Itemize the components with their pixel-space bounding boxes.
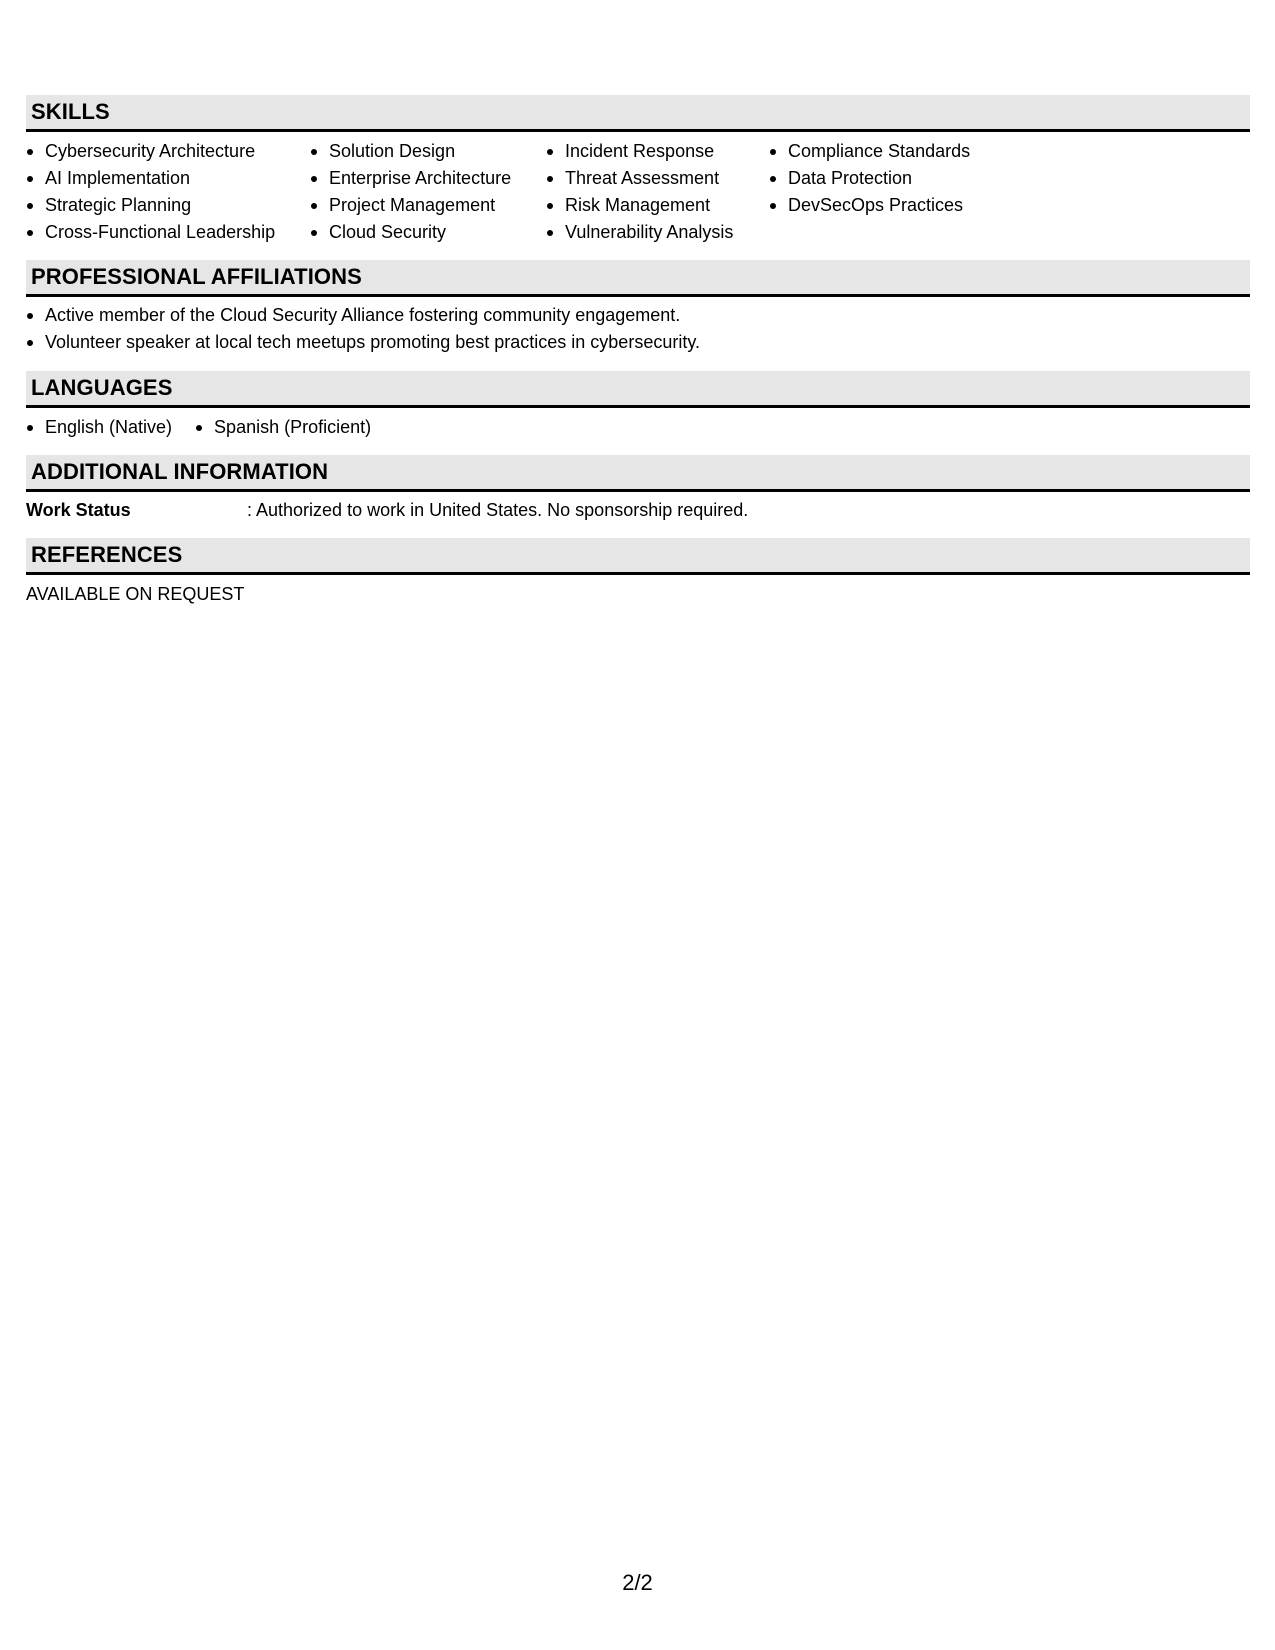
additional-info-section: [26, 455, 1250, 538]
work-status-value: : Authorized to work in United States. No sponsorship required.: [247, 500, 749, 520]
skills-list: [26, 132, 1250, 260]
page-number: 2/2: [622, 1570, 653, 1595]
skills-column-4: [769, 138, 1069, 246]
skill-item: Enterprise Architecture: [310, 165, 546, 192]
skill-item: Data Protection: [769, 165, 1069, 192]
skill-item: DevSecOps Practices: [769, 192, 1069, 219]
skill-item: Cybersecurity Architecture: [26, 138, 310, 165]
skill-item: Solution Design: [310, 138, 546, 165]
skill-item: Cross-Functional Leadership: [26, 219, 310, 246]
affiliations-title: PROFESSIONAL AFFILIATIONS: [31, 264, 362, 289]
references-section: [26, 538, 1250, 608]
skills-column-3: [546, 138, 769, 246]
language-item: Spanish (Proficient): [195, 414, 371, 441]
references-text: AVAILABLE ON REQUEST: [26, 584, 245, 604]
skill-item: Strategic Planning: [26, 192, 310, 219]
affiliations-section: [26, 260, 1250, 371]
references-title: REFERENCES: [31, 542, 183, 567]
additional-info-header: [26, 455, 1250, 492]
languages-title: LANGUAGES: [31, 375, 173, 400]
languages-header: [26, 371, 1250, 408]
languages-section: [26, 371, 1250, 455]
affiliation-item: Volunteer speaker at local tech meetups promoting best practices in cybersecurity.: [26, 329, 1250, 356]
skill-item: Threat Assessment: [546, 165, 769, 192]
references-header: [26, 538, 1250, 575]
skills-column-1: [26, 138, 310, 246]
skill-item: Risk Management: [546, 192, 769, 219]
skill-item: Cloud Security: [310, 219, 546, 246]
languages-list: [26, 408, 1250, 455]
affiliations-header: [26, 260, 1250, 297]
affiliation-item: Active member of the Cloud Security Alliance fostering community engagement.: [26, 302, 1250, 329]
work-status-label: Work Status: [26, 500, 131, 520]
skill-item: Incident Response: [546, 138, 769, 165]
skill-item: Project Management: [310, 192, 546, 219]
affiliations-body: [26, 297, 1250, 371]
skills-column-2: [310, 138, 546, 246]
skill-item: Vulnerability Analysis: [546, 219, 769, 246]
resume-page-content: [26, 95, 1250, 608]
affiliations-list: [26, 302, 1250, 356]
additional-info-title: ADDITIONAL INFORMATION: [31, 459, 329, 484]
skills-title: SKILLS: [31, 99, 110, 124]
skills-section: [26, 95, 1250, 260]
work-status-row: [26, 492, 1250, 538]
skill-item: Compliance Standards: [769, 138, 1069, 165]
skills-header: [26, 95, 1250, 132]
skill-item: AI Implementation: [26, 165, 310, 192]
language-item: English (Native): [26, 414, 172, 441]
